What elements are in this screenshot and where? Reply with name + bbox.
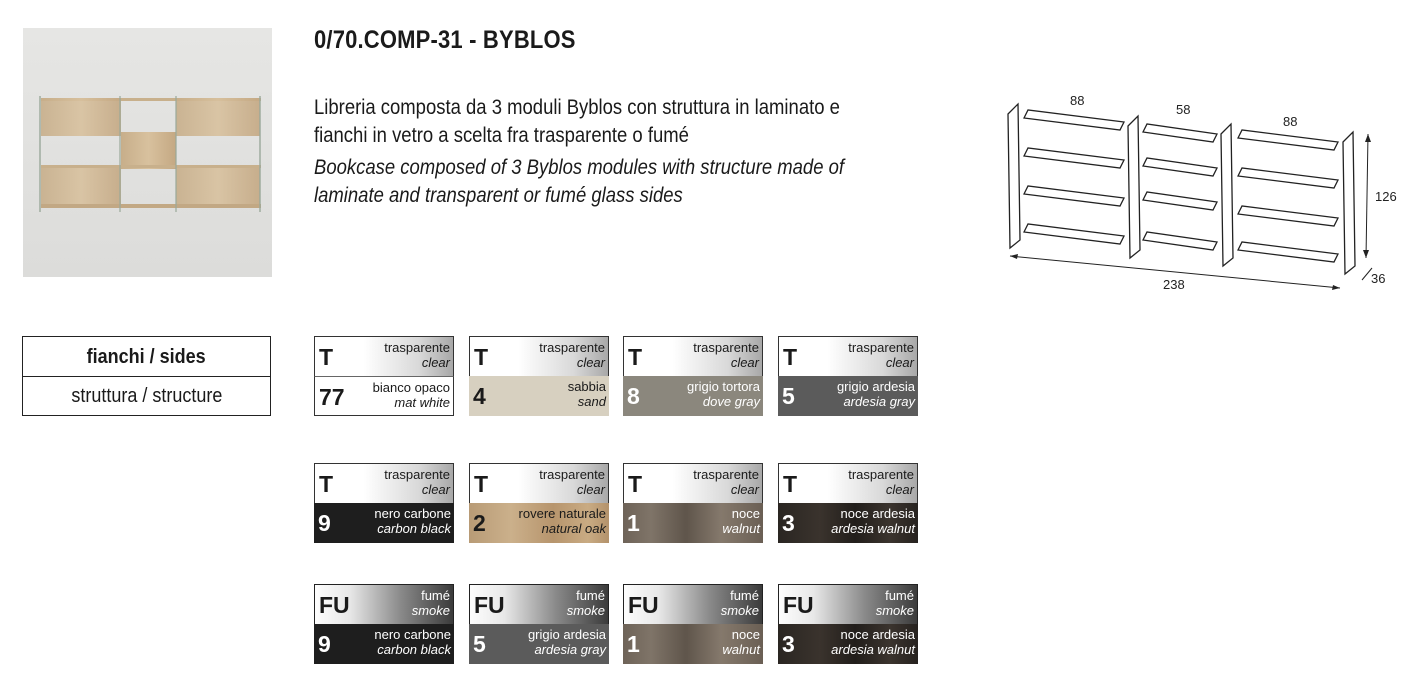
side-label-en: clear bbox=[421, 482, 450, 497]
finish-swatch bbox=[623, 584, 763, 664]
structure-label bbox=[831, 627, 915, 657]
dimension-depth: 36 bbox=[1371, 271, 1386, 286]
finish-swatch bbox=[778, 584, 918, 664]
side-code: T bbox=[474, 344, 489, 370]
structure-label-en: carbon black bbox=[377, 521, 451, 536]
structure-label bbox=[373, 380, 450, 410]
side-code: FU bbox=[474, 592, 505, 618]
swatch-side-finish bbox=[623, 463, 763, 503]
swatch-side-finish bbox=[469, 463, 609, 503]
description-italian-line-1: Libreria composta da 3 moduli Byblos con struttura in laminato e bbox=[314, 96, 840, 119]
side-label bbox=[384, 340, 450, 370]
side-label bbox=[384, 467, 450, 497]
side-label-en: clear bbox=[730, 355, 759, 370]
structure-code: 3 bbox=[782, 631, 795, 657]
structure-label bbox=[722, 627, 760, 657]
structure-label-en: ardesia gray bbox=[843, 394, 915, 409]
product-description bbox=[314, 94, 877, 210]
structure-code: 1 bbox=[627, 631, 640, 657]
side-code: T bbox=[628, 471, 643, 497]
swatch-structure-finish bbox=[623, 376, 763, 416]
side-label bbox=[876, 588, 914, 618]
swatch-side-finish bbox=[314, 336, 454, 376]
structure-label-it: noce bbox=[731, 506, 760, 521]
structure-code: 9 bbox=[318, 631, 331, 657]
structure-label-en: ardesia walnut bbox=[831, 521, 915, 536]
finish-swatch bbox=[778, 463, 918, 543]
structure-label-it: rovere naturale bbox=[518, 506, 606, 521]
structure-code: 5 bbox=[473, 631, 486, 657]
swatch-side-finish bbox=[469, 584, 609, 624]
finish-swatch bbox=[623, 336, 763, 416]
structure-label bbox=[722, 506, 760, 536]
side-label-en: clear bbox=[885, 355, 914, 370]
structure-label-en: walnut bbox=[722, 521, 760, 536]
swatch-structure-finish bbox=[314, 503, 454, 543]
swatch-side-finish bbox=[778, 584, 918, 624]
side-label-en: smoke bbox=[566, 603, 605, 618]
side-label-it: fumé bbox=[885, 588, 914, 603]
swatch-structure-finish bbox=[469, 624, 609, 664]
structure-label-it: grigio ardesia bbox=[527, 627, 606, 642]
legend-sides: fianchi / sides bbox=[86, 346, 207, 368]
side-code: FU bbox=[783, 592, 814, 618]
description-english-line-2: laminate and transparent or fumé glass sides bbox=[314, 184, 683, 207]
swatch-structure-finish bbox=[314, 376, 454, 416]
swatch-side-finish bbox=[778, 463, 918, 503]
description-italian-line-2: fianchi in vetro a scelta fra trasparente o fumé bbox=[314, 124, 689, 147]
structure-label-it: noce ardesia bbox=[840, 506, 915, 521]
swatch-side-finish bbox=[469, 336, 609, 376]
swatch-structure-finish bbox=[623, 624, 763, 664]
swatch-structure-finish bbox=[469, 376, 609, 416]
finish-swatch bbox=[469, 336, 609, 416]
side-label-en: clear bbox=[576, 355, 605, 370]
side-label bbox=[848, 467, 914, 497]
structure-code: 8 bbox=[627, 383, 640, 409]
structure-label-it: grigio tortora bbox=[687, 379, 760, 394]
side-label-en: clear bbox=[576, 482, 605, 497]
side-label-it: trasparente bbox=[539, 340, 605, 355]
side-code: FU bbox=[628, 592, 659, 618]
side-label-it: fumé bbox=[730, 588, 759, 603]
structure-label-en: dove gray bbox=[702, 394, 760, 409]
swatch-side-finish bbox=[623, 584, 763, 624]
structure-label-it: nero carbone bbox=[374, 627, 451, 642]
structure-label-en: sand bbox=[577, 394, 606, 409]
dimension-height: 126 bbox=[1375, 189, 1397, 204]
structure-label bbox=[374, 627, 451, 657]
swatch-side-finish bbox=[778, 336, 918, 376]
structure-label-en: natural oak bbox=[541, 521, 606, 536]
structure-label-en: walnut bbox=[722, 642, 760, 657]
structure-label bbox=[687, 379, 760, 409]
swatch-side-finish bbox=[623, 336, 763, 376]
product-photo bbox=[23, 28, 272, 277]
finish-swatch bbox=[314, 336, 454, 416]
structure-code: 5 bbox=[782, 383, 795, 409]
side-code: T bbox=[783, 344, 798, 370]
finish-swatch bbox=[314, 463, 454, 543]
finish-swatch bbox=[623, 463, 763, 543]
structure-label bbox=[837, 379, 915, 409]
structure-label bbox=[831, 506, 915, 536]
description-english-line-1: Bookcase composed of 3 Byblos modules with structure made of bbox=[314, 156, 845, 179]
side-label-it: trasparente bbox=[848, 467, 914, 482]
dimension-total-width: 238 bbox=[1163, 277, 1185, 292]
structure-label-en: ardesia walnut bbox=[831, 642, 915, 657]
side-label bbox=[848, 340, 914, 370]
side-label-it: trasparente bbox=[539, 467, 605, 482]
swatch-side-finish bbox=[314, 463, 454, 503]
side-code: T bbox=[319, 344, 334, 370]
side-label-en: smoke bbox=[411, 603, 450, 618]
side-label bbox=[721, 588, 759, 618]
structure-code: 77 bbox=[319, 384, 345, 410]
structure-label-it: grigio ardesia bbox=[836, 379, 915, 394]
side-label-it: trasparente bbox=[693, 340, 759, 355]
side-label bbox=[693, 467, 759, 497]
swatch-structure-finish bbox=[314, 624, 454, 664]
swatch-structure-finish bbox=[778, 503, 918, 543]
structure-code: 2 bbox=[473, 510, 486, 536]
dimension-width-module-1: 88 bbox=[1070, 93, 1085, 108]
dimension-drawing bbox=[1000, 90, 1400, 300]
structure-code: 9 bbox=[318, 510, 331, 536]
side-label-en: clear bbox=[885, 482, 914, 497]
swatch-structure-finish bbox=[778, 624, 918, 664]
side-label-it: trasparente bbox=[693, 467, 759, 482]
side-label-en: smoke bbox=[875, 603, 914, 618]
structure-label bbox=[568, 379, 606, 409]
side-code: T bbox=[783, 471, 798, 497]
swatch-structure-finish bbox=[469, 503, 609, 543]
side-label-it: fumé bbox=[576, 588, 605, 603]
side-label-en: smoke bbox=[720, 603, 759, 618]
structure-label-it: sabbia bbox=[567, 379, 606, 394]
structure-label-en: carbon black bbox=[377, 642, 451, 657]
swatch-structure-finish bbox=[778, 376, 918, 416]
structure-label bbox=[528, 627, 606, 657]
structure-code: 3 bbox=[782, 510, 795, 536]
structure-code: 4 bbox=[473, 383, 486, 409]
side-label-it: fumé bbox=[421, 588, 450, 603]
product-title: 0/70.COMP-31 - BYBLOS bbox=[314, 26, 576, 54]
dimension-width-module-2: 58 bbox=[1176, 102, 1191, 117]
finish-swatch bbox=[469, 463, 609, 543]
side-label bbox=[693, 340, 759, 370]
side-code: T bbox=[474, 471, 489, 497]
structure-label bbox=[374, 506, 451, 536]
side-label-en: clear bbox=[421, 355, 450, 370]
side-label bbox=[539, 467, 605, 497]
side-code: T bbox=[319, 471, 334, 497]
finish-swatch bbox=[314, 584, 454, 664]
structure-label-it: nero carbone bbox=[374, 506, 451, 521]
structure-label-it: bianco opaco bbox=[372, 380, 450, 395]
swatch-structure-finish bbox=[623, 503, 763, 543]
finish-swatch bbox=[778, 336, 918, 416]
side-label-it: trasparente bbox=[848, 340, 914, 355]
side-code: FU bbox=[319, 592, 350, 618]
structure-label bbox=[519, 506, 606, 536]
side-label-it: trasparente bbox=[384, 340, 450, 355]
side-label bbox=[567, 588, 605, 618]
side-label-it: trasparente bbox=[384, 467, 450, 482]
dimension-width-module-3: 88 bbox=[1283, 114, 1298, 129]
structure-label-it: noce ardesia bbox=[840, 627, 915, 642]
finish-legend bbox=[22, 336, 271, 416]
side-label bbox=[539, 340, 605, 370]
structure-label-en: mat white bbox=[394, 395, 450, 410]
side-label-en: clear bbox=[730, 482, 759, 497]
structure-code: 1 bbox=[627, 510, 640, 536]
side-code: T bbox=[628, 344, 643, 370]
structure-label-en: ardesia gray bbox=[534, 642, 606, 657]
side-label bbox=[412, 588, 450, 618]
swatch-side-finish bbox=[314, 584, 454, 624]
legend-structure: struttura / structure bbox=[70, 385, 223, 407]
finish-swatch bbox=[469, 584, 609, 664]
structure-label-it: noce bbox=[731, 627, 760, 642]
